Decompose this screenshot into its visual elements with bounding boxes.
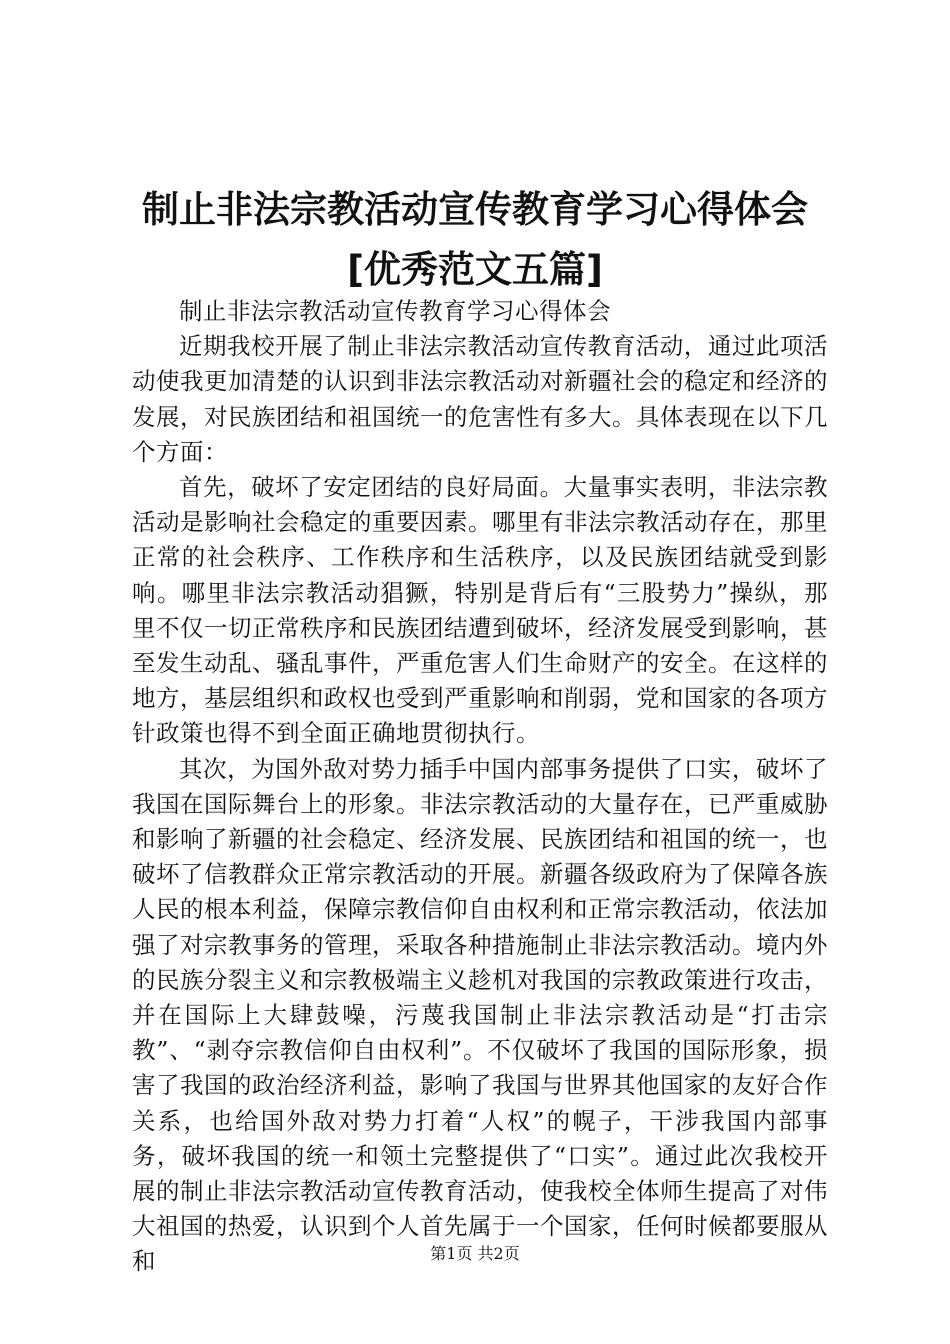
document-title: 制止非法宗教活动宣传教育学习心得体会[优秀范文五篇] xyxy=(142,188,808,291)
paragraph-heading: 制止非法宗教活动宣传教育学习心得体会 xyxy=(179,297,611,325)
paragraph-first-point: 首先，破坏了安定团结的良好局面。大量事实表明，非法宗教活动是影响社会稳定的重要因素。哪里有非法宗教活动存在，那里正常的社会秩序、工作秩序和生活秩序，以及民族团结就受到影响。哪里非法宗教活动猖獗，特别是背后有“三股势力”操纵，那里不仅一切正常秩序和民族团结遭到破坏，经济发展受到影响，甚至发生动乱、骚乱事件，严重危害人们生命财产的安全。在这样的地方，基层组织和政权也受到严重影响和削弱，党和国家的各项方针政策也得不到全面正确地贯彻执行。 xyxy=(132,473,828,748)
paragraph-second-point: 其次，为国外敌对势力插手中国内部事务提供了口实，破坏了我国在国际舞台上的形象。非法宗教活动的大量存在，已严重威胁和影响了新疆的社会稳定、经济发展、民族团结和祖国的统一，也破坏了信教群众正常宗教活动的开展。新疆各级政府为了保障各族人民的根本利益，保障宗教信仰自由权利和正常宗教活动，依法加强了对宗教事务的管理，采取各种措施制止非法宗教活动。境内外的民族分裂主义和宗教极端主义趁机对我国的宗教政策进行攻击，并在国际上大肆鼓噪，污蔑我国制止非法宗教活动是“打击宗教”、“剥夺宗教信仰自由权利”。不仅破坏了我国的国际形象，损害了我国的政治经济利益，影响了我国与世界其他国家的友好合作关系，也给国外敌对势力打着“人权”的幌子，干涉我国内部事务，破坏我国的统一和领土完整提供了“口实”。通过此次我校开展的制止非法宗教活动宣传教育活动，使我校全体师生提高了对伟大祖国的热爱，认识到个人首先属于一个国家，任何时候都要服从和 xyxy=(132,754,828,1276)
paragraph-intro: 近期我校开展了制止非法宗教活动宣传教育活动，通过此项活动使我更加清楚的认识到非法宗教活动对新疆社会的稳定和经济的发展，对民族团结和祖国统一的危害性有多大。具体表现在以下几个方面： xyxy=(132,332,828,466)
document-body xyxy=(132,294,828,1280)
page-number-footer: 第1页 共2页 xyxy=(430,1244,520,1263)
